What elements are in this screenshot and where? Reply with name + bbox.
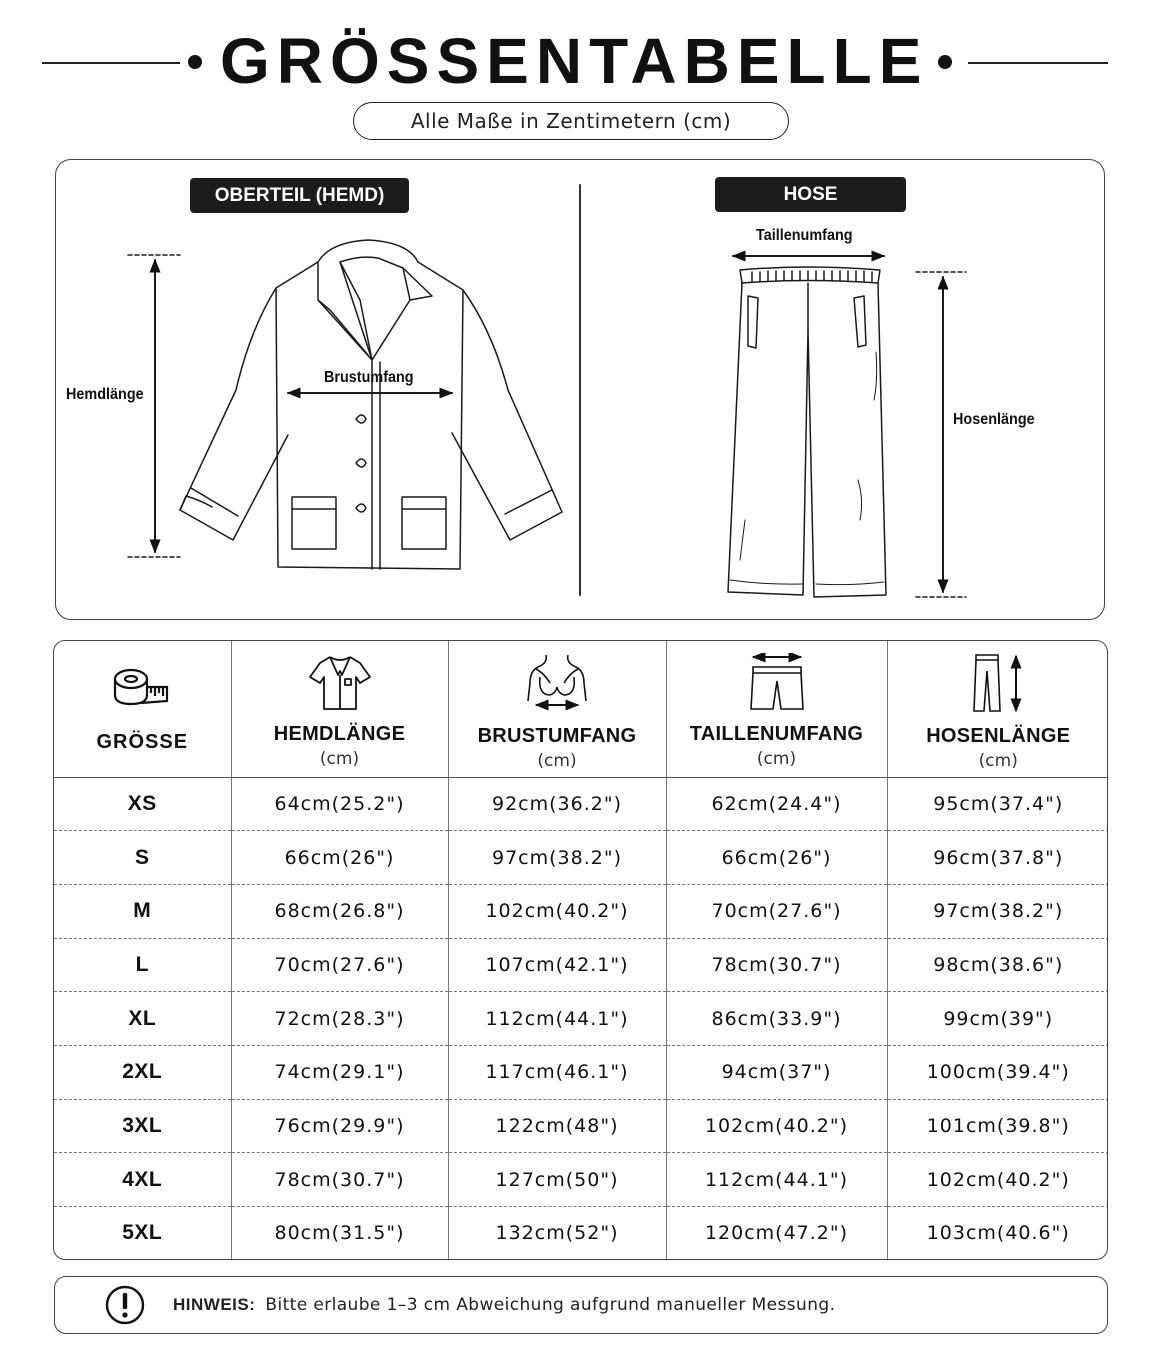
table-row: [54, 1045, 1108, 1099]
measurement-cell: 117cm(46.1"): [448, 1045, 666, 1099]
measurement-cell: 120cm(47.2"): [666, 1206, 887, 1259]
shirt-drawing: [180, 240, 562, 569]
measurement-cell: 98cm(38.6"): [887, 938, 1108, 992]
garment-illustration: [0, 0, 1162, 640]
pants-drawing: [728, 267, 886, 597]
units-subtitle: Alle Maße in Zentimetern (cm): [353, 102, 789, 140]
measurement-cell: 70cm(27.6"): [666, 884, 887, 938]
column-title: TAILLENUMFANG: [689, 723, 864, 745]
table-header-row: [54, 641, 1108, 777]
measurement-cell: 70cm(27.6"): [231, 938, 448, 992]
measurement-cell: 97cm(38.2"): [887, 884, 1108, 938]
size-cell: 5XL: [54, 1206, 231, 1259]
size-cell: S: [54, 831, 231, 885]
table-row: [54, 1206, 1108, 1259]
waist-label: Taillenumfang: [756, 227, 853, 244]
measurement-cell: 112cm(44.1"): [448, 992, 666, 1046]
column-unit: (cm): [319, 749, 360, 769]
size-cell: 3XL: [54, 1099, 231, 1153]
measurement-cell: 102cm(40.2"): [666, 1099, 887, 1153]
column-header-waist: [666, 641, 887, 777]
size-cell: XL: [54, 992, 231, 1046]
size-cell: L: [54, 938, 231, 992]
column-title: HEMDLÄNGE: [273, 723, 406, 745]
tape-measure-icon: [111, 665, 173, 715]
column-header-shirt-length: [231, 641, 448, 777]
column-unit: (cm): [756, 749, 797, 769]
table-row: [54, 884, 1108, 938]
measurement-cell: 76cm(29.9"): [231, 1099, 448, 1153]
column-title: GRÖSSE: [96, 731, 189, 753]
measurement-cell: 127cm(50"): [448, 1153, 666, 1207]
measurement-cell: 92cm(36.2"): [448, 777, 666, 831]
table-row: [54, 777, 1108, 831]
size-cell: M: [54, 884, 231, 938]
pants-length-icon: [966, 653, 1030, 715]
page-title: GRÖSSENTABELLE: [220, 25, 929, 97]
column-header-chest: [448, 641, 666, 777]
measurement-cell: 95cm(37.4"): [887, 777, 1108, 831]
size-cell: 4XL: [54, 1153, 231, 1207]
column-title: BRUSTUMFANG: [477, 725, 637, 747]
measurement-cell: 66cm(26"): [231, 831, 448, 885]
measurement-cell: 94cm(37"): [666, 1045, 887, 1099]
measurement-cell: 103cm(40.6"): [926, 1221, 1070, 1244]
size-cell: 2XL: [54, 1045, 231, 1099]
measurement-cell: 62cm(24.4"): [666, 777, 887, 831]
table-row: [54, 1099, 1108, 1153]
pants-section-tag: HOSE: [715, 177, 906, 212]
measurement-cell: 68cm(26.8"): [231, 884, 448, 938]
column-title: HOSENLÄNGE: [926, 725, 1071, 747]
shirt-length-label: Hemdlänge: [66, 386, 144, 403]
measurement-cell: 132cm(52"): [448, 1206, 666, 1259]
size-table-body: [54, 777, 1108, 1259]
measurement-cell: 78cm(30.7"): [231, 1153, 448, 1207]
table-row: [54, 1153, 1108, 1207]
measurement-cell: 96cm(37.8"): [887, 831, 1108, 885]
measurement-cell: 102cm(40.2"): [887, 1153, 1108, 1207]
note-text-row: [173, 1295, 835, 1315]
measurement-cell: 78cm(30.7"): [666, 938, 887, 992]
measurement-cell: 101cm(39.8"): [887, 1099, 1108, 1153]
chest-icon: [524, 653, 590, 715]
column-unit: (cm): [978, 751, 1018, 771]
measurement-cell: 86cm(33.9"): [666, 992, 887, 1046]
top-section-tag: OBERTEIL (HEMD): [190, 178, 409, 213]
pants-length-label: Hosenlänge: [953, 411, 1035, 428]
column-unit: (cm): [537, 751, 577, 771]
measurement-cell: 99cm(39"): [887, 992, 1108, 1046]
exclamation-icon: [104, 1284, 146, 1326]
waist-icon: [745, 653, 809, 713]
measurement-cell: 74cm(29.1"): [231, 1045, 448, 1099]
note-text: Bitte erlaube 1–3 cm Abweichung aufgrund manueller Messung.: [265, 1295, 836, 1315]
column-header-pants-length: [887, 641, 1108, 777]
measurement-cell: 100cm(39.4"): [887, 1045, 1108, 1099]
measurement-cell: 72cm(28.3"): [231, 992, 448, 1046]
measurement-cell: 97cm(38.2"): [448, 831, 666, 885]
column-header-size: [54, 641, 231, 777]
table-row: [54, 938, 1108, 992]
table-row: [54, 831, 1108, 885]
measurement-cell: 122cm(48"): [448, 1099, 666, 1153]
chest-label: Brustumfang: [324, 369, 414, 386]
measurement-cell: 66cm(26"): [666, 831, 887, 885]
size-table: [53, 640, 1108, 1260]
note-box: [54, 1276, 1108, 1334]
measurement-cell: 80cm(31.5"): [231, 1206, 448, 1259]
measurement-cell: 102cm(40.2"): [448, 884, 666, 938]
measurement-cell: 107cm(42.1"): [448, 938, 666, 992]
shirt-icon: [308, 653, 372, 713]
table-row: [54, 992, 1108, 1046]
measurement-cell: 112cm(44.1"): [666, 1153, 887, 1207]
size-cell: XS: [54, 777, 231, 831]
measurement-cell: 64cm(25.2"): [231, 777, 448, 831]
note-label: HINWEIS:: [173, 1295, 256, 1314]
